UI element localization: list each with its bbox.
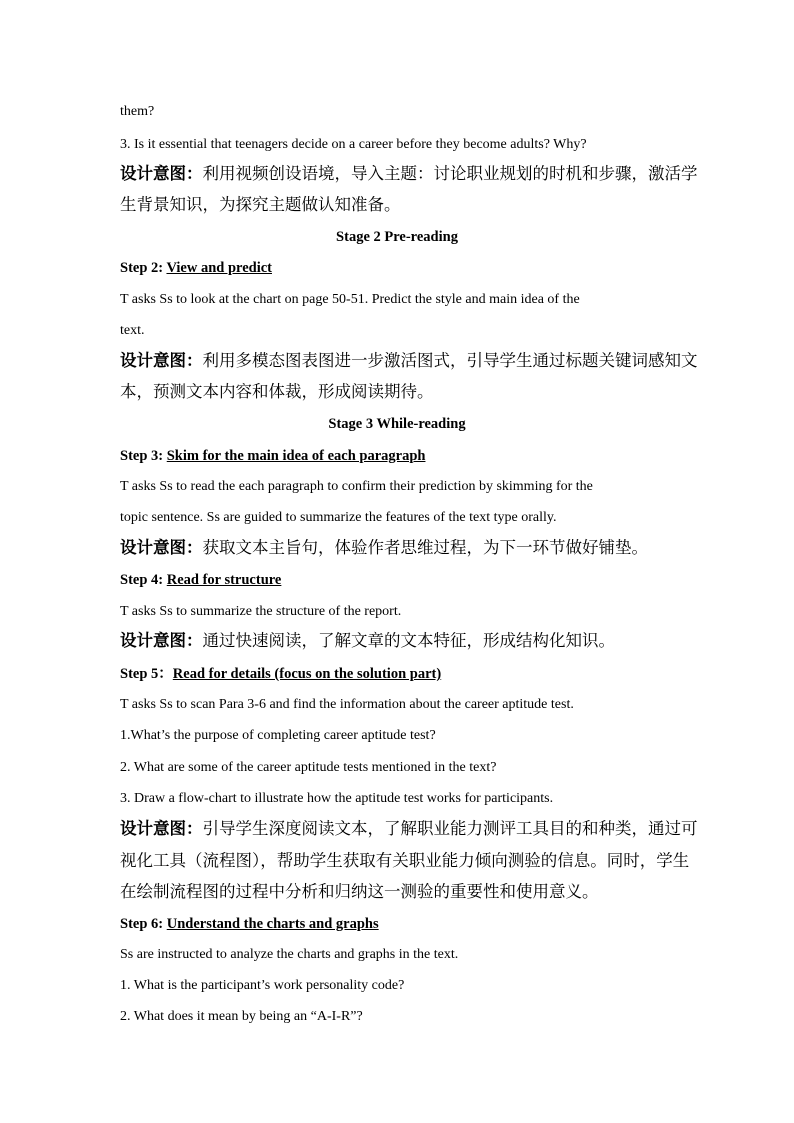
design-intent-line [120, 350, 698, 372]
design-intent-label: 设计意图： [120, 164, 203, 183]
step-heading [120, 447, 425, 465]
body-line: topic sentence. Ss are guided to summarize the features of the text type orally. [120, 510, 557, 525]
question-line: 3. Draw a flow-chart to illustrate how the aptitude test works for participants. [120, 791, 554, 806]
design-intent-label: 设计意图： [120, 819, 203, 838]
question-line: 3. Is it essential that teenagers decide on a career before they become adults? Why? [120, 137, 587, 152]
design-intent-text: 在绘制流程图的过程中分析和归纳这一测验的重要性和使用意义。 [120, 882, 599, 901]
step-heading [120, 665, 441, 683]
step-title: Skim for the main idea of each paragraph [166, 448, 426, 464]
step-number: Step 4: [120, 572, 167, 588]
design-intent-text: 引导学生深度阅读文本，了解职业能力测评工具目的和种类，通过可 [202, 819, 698, 838]
design-intent-text: 生背景知识，为探究主题做认知准备。 [120, 195, 401, 214]
stage-heading: Stage 3 While-reading [328, 416, 466, 432]
body-line: T asks Ss to scan Para 3-6 and find the information about the career aptitude test. [120, 697, 574, 712]
step-heading [120, 915, 379, 933]
question-line: 1.What’s the purpose of completing career aptitude test? [120, 728, 436, 743]
design-intent-text: 获取文本主旨句，体验作者思维过程，为下一环节做好铺垫。 [202, 538, 648, 557]
step-number: Step 2: [120, 260, 167, 276]
stage-heading: Stage 2 Pre-reading [336, 229, 458, 245]
step-heading [120, 259, 272, 277]
design-intent-line [120, 818, 698, 840]
design-intent-label: 设计意图： [120, 538, 203, 557]
step-title: Understand the charts and graphs [166, 916, 379, 932]
design-intent-line [120, 163, 698, 185]
body-line: T asks Ss to summarize the structure of the report. [120, 604, 402, 619]
question-line: 2. What does it mean by being an “A-I-R”? [120, 1009, 363, 1024]
step-number: Step 3: [120, 448, 167, 464]
design-intent-line [120, 537, 648, 559]
design-intent-text: 通过快速阅读，了解文章的文本特征，形成结构化知识。 [202, 631, 615, 650]
design-intent-label: 设计意图： [120, 351, 203, 370]
design-intent-text: 利用视频创设语境，导入主题：讨论职业规划的时机和步骤，激活学 [202, 164, 698, 183]
design-intent-text: 视化工具（流程图），帮助学生获取有关职业能力倾向测验的信息。同时，学生 [120, 851, 690, 870]
step-title: Read for structure [166, 572, 282, 588]
question-line: them? [120, 104, 155, 119]
question-line: 1. What is the participant’s work personality code? [120, 978, 405, 993]
design-intent-label: 设计意图： [120, 631, 203, 650]
step-heading [120, 571, 281, 589]
step-number: Step 5： [120, 666, 173, 682]
step-number: Step 6: [120, 916, 167, 932]
design-intent-text: 本，预测文本内容和体裁，形成阅读期待。 [120, 382, 434, 401]
body-line: text. [120, 323, 145, 338]
question-line: 2. What are some of the career aptitude tests mentioned in the text? [120, 760, 497, 775]
body-line: T asks Ss to read the each paragraph to confirm their prediction by skimming for the [120, 479, 593, 494]
body-line: T asks Ss to look at the chart on page 50-51. Predict the style and main idea of the [120, 292, 580, 307]
design-intent-text: 利用多模态图表图进一步激活图式，引导学生通过标题关键词感知文 [202, 351, 698, 370]
step-title: View and predict [166, 260, 272, 276]
body-line: Ss are instructed to analyze the charts and graphs in the text. [120, 947, 459, 962]
design-intent-line [120, 630, 615, 652]
step-title: Read for details (focus on the solution part) [172, 666, 442, 682]
